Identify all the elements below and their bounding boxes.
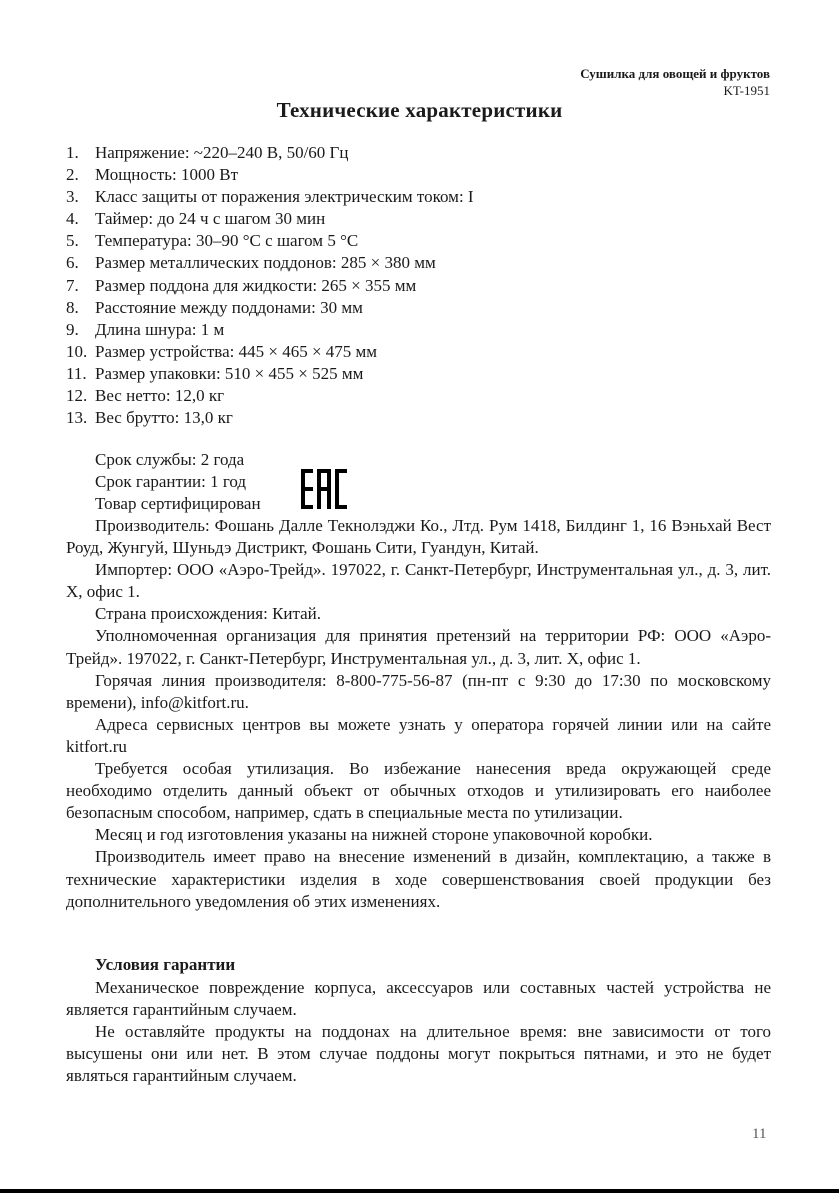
spec-item [66,385,772,407]
page-number: 11 [752,1126,767,1142]
spec-item [66,407,772,429]
spec-number: 2. [66,165,79,185]
manufacture-date-paragraph: Месяц и год изготовления указаны на нижней стороне упаковочной коробки. [95,825,653,845]
spec-number: 6. [66,253,79,273]
certified-text: Товар сертифицирован [95,494,261,513]
spec-item [66,341,772,363]
spec-number: 11. [66,363,87,383]
manufacturer-paragraph: Производитель: Фошань Далле Текнолэджи Ко., Лтд. Рум 1418, Билдинг 1, 16 Вэньхай Вест Роуд, Жунгуй, Шуньдэ Дистрикт, Фошань Сити, Гуандун, Китай. [66,516,771,558]
spec-text: Размер устройства: 445 × 465 × 475 мм [95,341,378,361]
warranty-paragraph: Механическое повреждение корпуса, аксессуаров или составных частей устройства не является гарантийным случаем. [66,978,771,1020]
spec-item [66,208,772,230]
spec-number: 4. [66,209,79,229]
spec-list [66,142,772,429]
spec-text: Расстояние между поддонами: 30 мм [95,297,363,317]
spec-number: 8. [66,297,79,317]
header-model-number: KT-1951 [723,83,770,98]
spec-number: 10. [66,341,88,361]
spec-item [66,363,772,385]
spec-text: Мощность: 1000 Вт [95,165,239,185]
eac-certification-mark [301,469,347,509]
spec-item [66,230,772,252]
header-product-name: Сушилка для овощей и фруктов [580,66,770,81]
warranty-period-text: Срок гарантии: 1 год [95,472,247,491]
service-centers-paragraph: Адреса сервисных центров вы можете узнать у оператора горячей линии или на сайте kitfort.ru [66,714,771,756]
warranty-paragraph: Не оставляйте продукты на поддонах на длительное время: вне зависимости от того высушены они или нет. В этом случае поддоны могут покрыться пятнами, и это не будет являться гарантийным случаем. [66,1022,771,1086]
claims-organization-paragraph: Уполномоченная организация для принятия претензий на территории РФ: ООО «Аэро-Трейд». 197022, г. Санкт-Петербург, Инструментальная ул., д. 3, лит. Х, офис 1. [66,626,771,668]
spec-item [66,164,772,186]
bottom-rule [0,1189,839,1193]
spec-number: 7. [66,275,79,295]
spec-number: 9. [66,319,79,339]
spec-text: Класс защиты от поражения электрическим током: I [95,187,474,207]
design-changes-paragraph: Производитель имеет право на внесение изменений в дизайн, комплектацию, а также в технические характеристики изделия в ходе совершенствования своей продукции без дополнительного уведомления об этих изменениях. [66,847,771,911]
spec-number: 3. [66,187,79,207]
spec-text: Температура: 30–90 °C с шагом 5 °C [95,231,359,251]
spec-number: 13. [66,408,88,428]
page-title: Технические характеристики [276,98,563,122]
spec-number: 12. [66,386,88,406]
spec-text: Таймер: до 24 ч с шагом 30 мин [95,209,326,229]
disposal-paragraph: Требуется особая утилизация. Во избежание нанесения вреда окружающей среде необходимо отделить данный объект от обычных отходов и утилизировать его наиболее безопасным способом, например, сдать в специальные места по утилизации. [66,759,771,823]
hotline-paragraph: Горячая линия производителя: 8-800-775-56-87 (пн-пт с 9:30 до 17:30 по московскому времени), info@kitfort.ru. [66,670,771,712]
importer-paragraph: Импортер: ООО «Аэро-Трейд». 197022, г. Санкт-Петербург, Инструментальная ул., д. 3, лит. Х, офис 1. [66,560,771,602]
spec-item [66,186,772,208]
spec-text: Длина шнура: 1 м [95,319,225,339]
service-life-text: Срок службы: 2 года [95,450,245,469]
spec-item [66,142,772,164]
spec-number: 5. [66,231,79,251]
spec-text: Размер упаковки: 510 × 455 × 525 мм [95,363,364,383]
warranty-section-title: Условия гарантии [95,955,236,974]
spec-item [66,252,772,274]
spec-item [66,319,772,341]
spec-item [66,275,772,297]
spec-text: Вес нетто: 12,0 кг [95,386,225,406]
spec-text: Вес брутто: 13,0 кг [95,408,233,428]
spec-text: Напряжение: ~220–240 В, 50/60 Гц [95,143,349,162]
spec-item [66,297,772,319]
warranty-block [66,977,771,1087]
origin-paragraph: Страна происхождения: Китай. [95,604,322,624]
spec-number: 1. [66,143,79,162]
spec-text: Размер поддона для жидкости: 265 × 355 мм [95,275,417,295]
spec-text: Размер металлических поддонов: 285 × 380 мм [95,253,436,273]
info-block [66,515,771,913]
